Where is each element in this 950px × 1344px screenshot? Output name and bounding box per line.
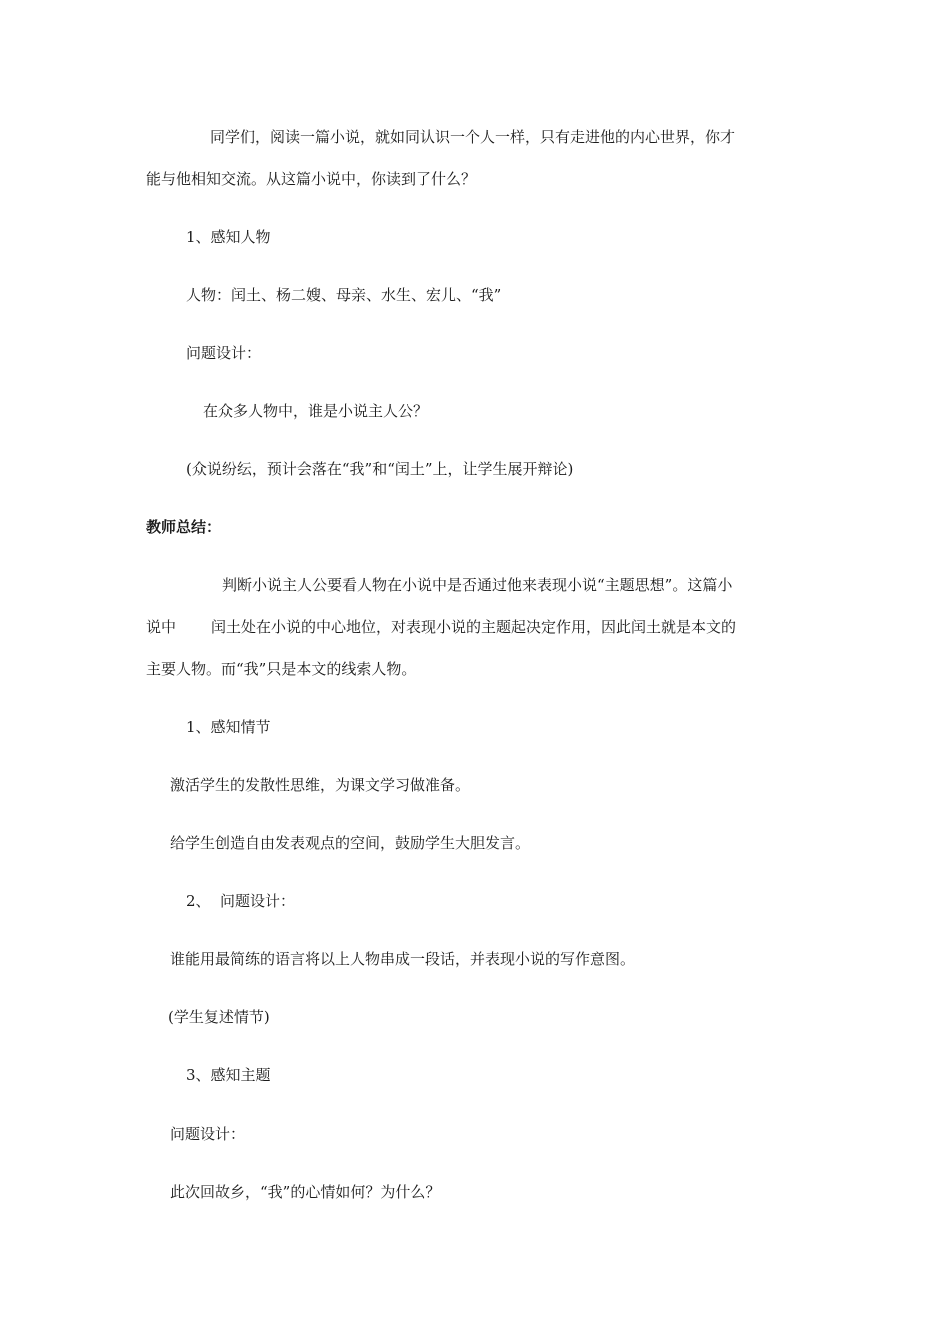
section-heading-plot: 1、感知情节 <box>186 718 271 736</box>
section-heading-characters: 1、感知人物 <box>186 228 271 246</box>
question-mood: 此次回故乡，“我”的心情如何？为什么？ <box>170 1183 441 1201</box>
teacher-summary-line-2b: 闰土处在小说的中心地位，对表现小说的主题起决定作用，因此闰土就是本文的 <box>211 618 737 636</box>
teacher-summary-line-1: 判断小说主人公要看人物在小说中是否通过他来表现小说“主题思想”。这篇小 <box>222 576 733 594</box>
retell-note: (学生复述情节) <box>168 1008 270 1026</box>
characters-list: 人物：闰土、杨二嫂、母亲、水生、宏儿、“我” <box>186 286 502 304</box>
question-label-theme: 问题设计： <box>170 1125 246 1143</box>
section-number-2: 2、 <box>186 892 211 910</box>
teacher-summary-line-3: 主要人物。而“我”只是本文的线索人物。 <box>146 660 417 678</box>
teacher-summary-label: 教师总结： <box>146 518 222 536</box>
question-label-2: 问题设计： <box>220 892 296 910</box>
question-summary: 谁能用最简练的语言将以上人物串成一段话，并表现小说的写作意图。 <box>170 950 636 968</box>
question-protagonist: 在众多人物中，谁是小说主人公？ <box>203 402 429 420</box>
section-heading-theme: 3、感知主题 <box>186 1066 271 1084</box>
question-label-characters: 问题设计： <box>186 344 262 362</box>
teacher-summary-line-2a: 说中 <box>146 618 177 636</box>
intro-line-1: 同学们，阅读一篇小说，就如同认识一个人一样，只有走进他的内心世界，你才 <box>210 128 736 146</box>
discussion-note: (众说纷纭，预计会落在“我”和“闰土”上，让学生展开辩论) <box>186 460 574 478</box>
plot-point-2: 给学生创造自由发表观点的空间，鼓励学生大胆发言。 <box>170 834 531 852</box>
plot-point-1: 激活学生的发散性思维，为课文学习做准备。 <box>170 776 471 794</box>
intro-line-2: 能与他相知交流。从这篇小说中，你读到了什么？ <box>146 170 477 188</box>
